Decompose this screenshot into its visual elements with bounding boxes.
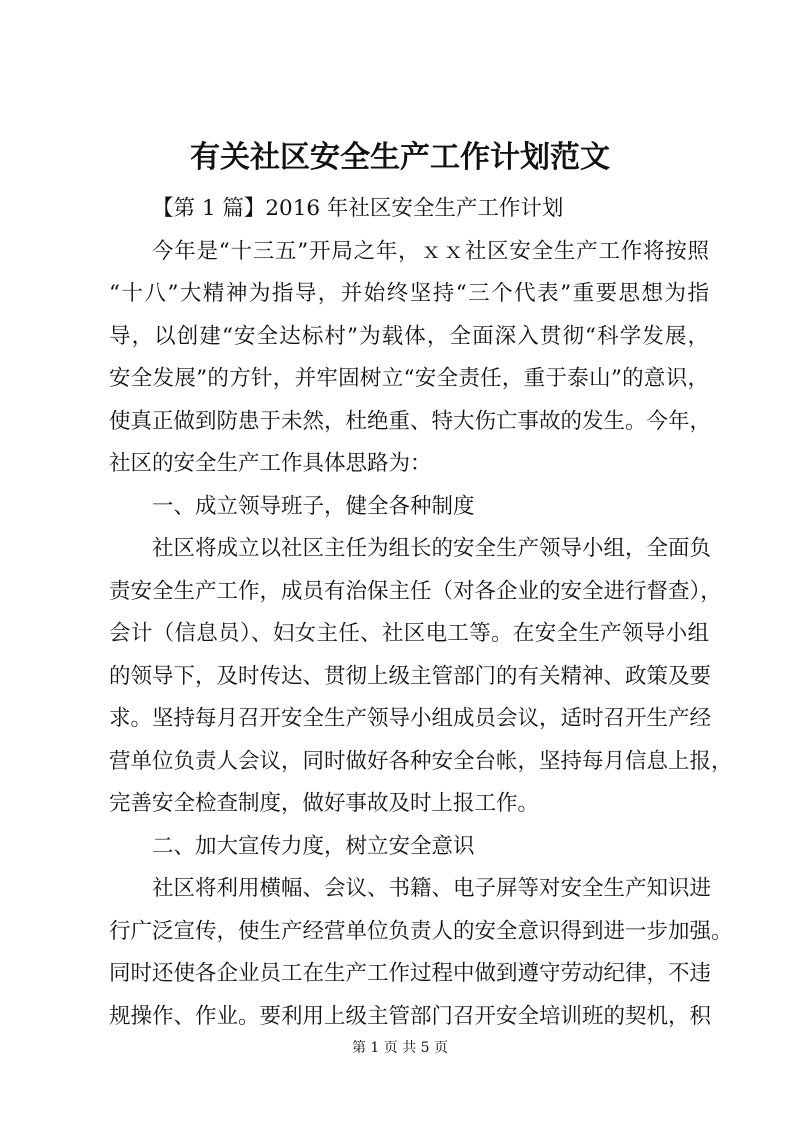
body-line: 导，以创建“安全达标村”为载体，全面深入贯彻“科学发展， — [109, 323, 709, 349]
body-line: “十八”大精神为指导，并始终坚持“三个代表”重要思想为指 — [109, 281, 709, 306]
body-line: 二、加大宣传力度，树立安全意识 — [152, 833, 475, 859]
body-line: 行广泛宣传，使生产经营单位负责人的安全意识得到进一步加强。 — [109, 918, 733, 944]
body-line: 使真正做到防患于未然，杜绝重、特大伤亡事故的发生。今年， — [109, 408, 712, 434]
body-line: 求。坚持每月召开安全生产领导小组成员会议，适时召开生产经 — [109, 706, 712, 731]
body-line: 一、成立领导班子，健全各种制度 — [152, 493, 475, 519]
body-line: 同时还使各企业员工在生产工作过程中做到遵守劳动纪律，不违 — [109, 961, 712, 986]
body-line: 社区将利用横幅、会议、书籍、电子屏等对安全生产知识进 — [152, 876, 712, 901]
body-line: 责安全生产工作，成员有治保主任（对各企业的安全进行督查）， — [109, 578, 722, 604]
body-line: 社区将成立以社区主任为组长的安全生产领导小组，全面负 — [152, 536, 712, 561]
body-line: 规操作、作业。要利用上级主管部门召开安全培训班的契机，积 — [109, 1003, 712, 1029]
document-body — [109, 188, 733, 1038]
body-line: 安全发展”的方针，并牢固树立“安全责任，重于泰山”的意识， — [109, 366, 709, 391]
body-line: 的领导下，及时传达、贯彻上级主管部门的有关精神、政策及要 — [109, 663, 712, 689]
document-title: 有关社区安全生产工作计划范文 — [190, 140, 610, 175]
body-line: 【第 1 篇】2016 年社区安全生产工作计划 — [152, 196, 564, 221]
body-line: 完善安全检查制度，做好事故及时上报工作。 — [109, 791, 540, 816]
body-line: 营单位负责人会议，同时做好各种安全台帐，坚持每月信息上报， — [109, 748, 733, 774]
body-line: 今年是“十三五”开局之年，ｘｘ社区安全生产工作将按照 — [152, 238, 709, 264]
body-line: 社区的安全生产工作具体思路为： — [109, 451, 432, 476]
body-line: 会计（信息员）、妇女主任、社区电工等。在安全生产领导小组 — [109, 621, 709, 646]
page-footer: 第 1 页 共 5 页 — [351, 1040, 449, 1056]
